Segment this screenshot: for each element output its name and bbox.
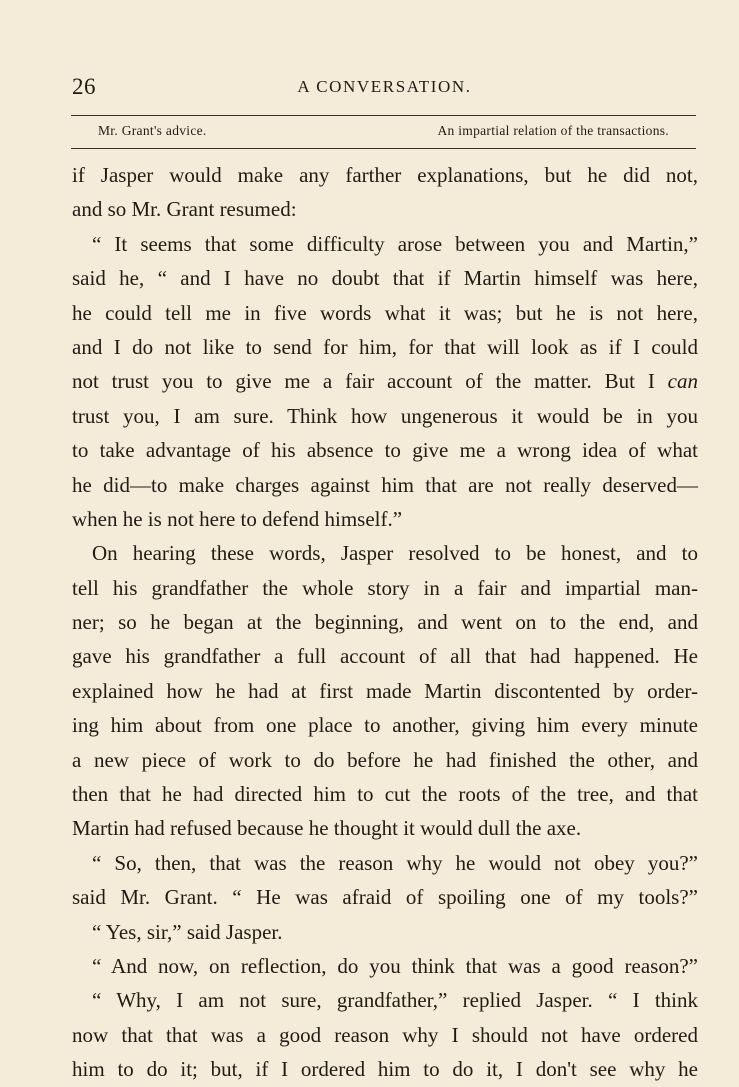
text-line: gave his grandfather a full account of all that had happened. He — [72, 644, 698, 669]
text-line: “ And now, on reflection, do you think that was a good reason?” — [92, 953, 698, 978]
side-note-left: Mr. Grant's advice. — [98, 123, 207, 138]
text-line: then that he had directed him to cut the roots of the tree, and that — [72, 782, 698, 807]
text-line-pre: not trust you to give me a fair account of the matter. But I — [72, 369, 668, 394]
text-line: now that that was a good reason why I should not have ordered — [72, 1022, 698, 1047]
text-line: he did—to make charges against him that are not really deserved— — [72, 472, 698, 497]
text-line: Martin had refused because he thought it would dull the axe. — [72, 816, 582, 841]
side-note-right: An impartial relation of the transactions. — [437, 123, 669, 138]
text-line: to take advantage of his absence to give me a wrong idea of what — [72, 438, 698, 463]
text-line: tell his grandfather the whole story in a fair and impartial man- — [72, 575, 698, 600]
text-line: trust you, I am sure. Think how ungenerous it would be in you — [72, 403, 698, 428]
text-line: “ Why, I am not sure, grandfather,” replied Jasper. “ I think — [92, 988, 698, 1013]
text-line: explained how he had at first made Martin discontented by order- — [72, 678, 698, 703]
text-line: him to do it; but, if I ordered him to do it, I don't see why he — [72, 1057, 698, 1082]
text-line: ing him about from one place to another, giving him every minute — [72, 713, 698, 738]
page-number: 26 — [72, 74, 96, 99]
text-line — [72, 364, 698, 398]
text-line: said he, “ and I have no doubt that if Martin himself was here, — [72, 266, 698, 291]
body-text — [72, 158, 698, 1087]
text-line: “ It seems that some difficulty arose between you and Martin,” — [92, 231, 698, 256]
header-rule-bottom — [71, 148, 696, 149]
text-line: “ Yes, sir,” said Jasper. — [92, 919, 283, 944]
text-line: he could tell me in five words what it was; but he is not here, — [72, 300, 698, 325]
italic-emphasis: can — [667, 369, 698, 394]
text-line: On hearing these words, Jasper resolved to be honest, and to — [92, 541, 698, 566]
text-line: if Jasper would make any farther explanations, but he did not, — [72, 163, 698, 187]
text-line: a new piece of work to do before he had finished the other, and — [72, 747, 698, 772]
text-line: said Mr. Grant. “ He was afraid of spoiling one of my tools?” — [72, 885, 698, 910]
text-line: and so Mr. Grant resumed: — [72, 197, 297, 222]
text-line: when he is not here to defend himself.” — [72, 506, 403, 531]
text-line: and I do not like to send for him, for that will look as if I could — [72, 334, 698, 359]
text-line: ner; so he began at the beginning, and went on to the end, and — [72, 610, 698, 635]
header-rule-top — [71, 115, 696, 116]
text-line: “ So, then, that was the reason why he would not obey you?” — [92, 850, 698, 875]
running-title: A CONVERSATION. — [297, 77, 472, 96]
